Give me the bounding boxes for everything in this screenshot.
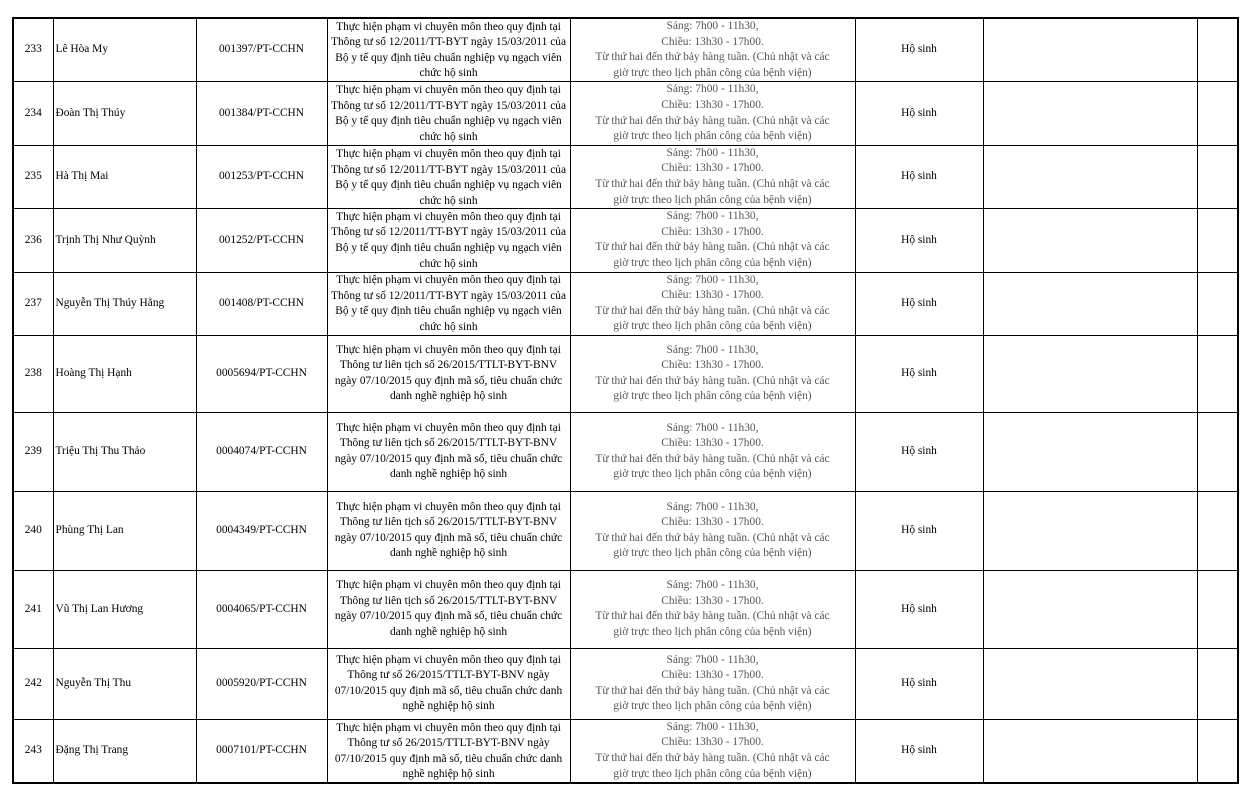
table-row xyxy=(13,209,1238,272)
working-hours-line: Chiều: 13h30 - 17h00. xyxy=(661,594,764,607)
working-hours-line: giờ trực theo lịch phân công của bệnh viện) xyxy=(613,767,812,780)
table-row xyxy=(13,335,1238,412)
working-hours-line: Sáng: 7h00 - 11h30, xyxy=(666,421,759,434)
working-hours-line: giờ trực theo lịch phân công của bệnh viện) xyxy=(613,468,812,481)
row-number: 234 xyxy=(13,82,53,145)
working-hours-line: Chiều: 13h30 - 17h00. xyxy=(661,35,764,48)
extra-cell xyxy=(1197,82,1238,145)
extra-cell xyxy=(1197,412,1238,491)
note-cell xyxy=(983,648,1197,719)
working-hours-line: Từ thứ hai đến thứ bảy hàng tuần. (Chủ nhật và các xyxy=(595,684,830,697)
working-hours-line: Sáng: 7h00 - 11h30, xyxy=(666,720,759,733)
extra-cell xyxy=(1197,209,1238,272)
working-hours-line: Chiều: 13h30 - 17h00. xyxy=(661,359,764,372)
note-cell xyxy=(983,272,1197,335)
job-title: Hộ sinh xyxy=(855,82,983,145)
working-hours xyxy=(570,209,855,272)
table-row xyxy=(13,82,1238,145)
row-number: 236 xyxy=(13,209,53,272)
working-hours xyxy=(570,491,855,570)
working-hours-line: Từ thứ hai đến thứ bảy hàng tuần. (Chủ nhật và các xyxy=(595,452,830,465)
table-body xyxy=(13,18,1238,783)
row-number: 238 xyxy=(13,335,53,412)
job-title: Hộ sinh xyxy=(855,145,983,208)
practice-scope xyxy=(327,209,570,272)
extra-cell xyxy=(1197,272,1238,335)
table-row xyxy=(13,719,1238,783)
practice-scope-text: Thực hiện phạm vi chuyên môn theo quy định tại Thông tư số 12/2011/TT-BYT ngày 15/03/2011 của Bộ y tế quy định tiêu chuẩn nghiệp vụ ngạch viên chức hộ sinh xyxy=(330,210,567,270)
working-hours xyxy=(570,82,855,145)
practice-scope xyxy=(327,648,570,719)
working-hours-line: giờ trực theo lịch phân công của bệnh viện) xyxy=(613,547,812,560)
working-hours-line: Từ thứ hai đến thứ bảy hàng tuần. (Chủ nhật và các xyxy=(595,752,830,765)
working-hours-line: Từ thứ hai đến thứ bảy hàng tuần. (Chủ nhật và các xyxy=(595,241,830,254)
row-number: 241 xyxy=(13,570,53,648)
table-row xyxy=(13,412,1238,491)
working-hours-line: Chiều: 13h30 - 17h00. xyxy=(661,516,764,529)
working-hours-line: Từ thứ hai đến thứ bảy hàng tuần. (Chủ nhật và các xyxy=(595,610,830,623)
working-hours-line: Chiều: 13h30 - 17h00. xyxy=(661,225,764,238)
certificate-number: 001384/PT-CCHN xyxy=(196,82,327,145)
practice-scope xyxy=(327,18,570,82)
working-hours-line: giờ trực theo lịch phân công của bệnh viện) xyxy=(613,193,812,206)
working-hours-line: Chiều: 13h30 - 17h00. xyxy=(661,437,764,450)
table-row xyxy=(13,145,1238,208)
staff-name: Hoàng Thị Hạnh xyxy=(53,335,196,412)
practice-scope xyxy=(327,145,570,208)
working-hours-line: Sáng: 7h00 - 11h30, xyxy=(666,653,759,666)
working-hours-line: giờ trực theo lịch phân công của bệnh viện) xyxy=(613,700,812,713)
row-number: 237 xyxy=(13,272,53,335)
working-hours-line: Từ thứ hai đến thứ bảy hàng tuần. (Chủ nhật và các xyxy=(595,531,830,544)
extra-cell xyxy=(1197,719,1238,783)
working-hours-line: Từ thứ hai đến thứ bảy hàng tuần. (Chủ nhật và các xyxy=(595,51,830,64)
working-hours-line: Sáng: 7h00 - 11h30, xyxy=(666,20,759,32)
job-title: Hộ sinh xyxy=(855,412,983,491)
staff-name: Vũ Thị Lan Hương xyxy=(53,570,196,648)
job-title: Hộ sinh xyxy=(855,18,983,82)
note-cell xyxy=(983,209,1197,272)
working-hours-line: Từ thứ hai đến thứ bảy hàng tuần. (Chủ nhật và các xyxy=(595,304,830,317)
working-hours-line: Sáng: 7h00 - 11h30, xyxy=(666,343,759,356)
working-hours-line: Chiều: 13h30 - 17h00. xyxy=(661,289,764,302)
row-number: 233 xyxy=(13,18,53,82)
working-hours-line: Sáng: 7h00 - 11h30, xyxy=(666,273,759,286)
staff-name: Lê Hòa My xyxy=(53,18,196,82)
staff-name: Nguyễn Thị Thúy Hằng xyxy=(53,272,196,335)
practice-scope-text: Thực hiện phạm vi chuyên môn theo quy định tại Thông tư liên tịch số 26/2015/TTLT-BYT-BNV ngày 07/10/2015 quy định mã số, tiêu chuẩn chức danh nghề nghiệp hộ sinh xyxy=(334,343,563,403)
extra-cell xyxy=(1197,18,1238,82)
certificate-number: 0004074/PT-CCHN xyxy=(196,412,327,491)
practice-scope-text: Thực hiện phạm vi chuyên môn theo quy định tại Thông tư liên tịch số 26/2015/TTLT-BYT-BNV ngày 07/10/2015 quy định mã số, tiêu chuẩn chức danh nghề nghiệp hộ sinh xyxy=(334,421,563,481)
working-hours-line: Sáng: 7h00 - 11h30, xyxy=(666,146,759,159)
working-hours-line: Chiều: 13h30 - 17h00. xyxy=(661,669,764,682)
certificate-number: 0005694/PT-CCHN xyxy=(196,335,327,412)
staff-name: Triệu Thị Thu Thảo xyxy=(53,412,196,491)
practice-scope xyxy=(327,335,570,412)
certificate-number: 0007101/PT-CCHN xyxy=(196,719,327,783)
extra-cell xyxy=(1197,570,1238,648)
row-number: 235 xyxy=(13,145,53,208)
practice-scope xyxy=(327,272,570,335)
working-hours-line: Từ thứ hai đến thứ bảy hàng tuần. (Chủ nhật và các xyxy=(595,177,830,190)
working-hours-line: giờ trực theo lịch phân công của bệnh viện) xyxy=(613,320,812,333)
working-hours xyxy=(570,145,855,208)
working-hours-line: giờ trực theo lịch phân công của bệnh viện) xyxy=(613,625,812,638)
practice-scope-text: Thực hiện phạm vi chuyên môn theo quy định tại Thông tư số 12/2011/TT-BYT ngày 15/03/2011 của Bộ y tế quy định tiêu chuẩn nghiệp vụ ngạch viên chức hộ sinh xyxy=(330,274,567,333)
job-title: Hộ sinh xyxy=(855,570,983,648)
job-title: Hộ sinh xyxy=(855,209,983,272)
working-hours xyxy=(570,272,855,335)
certificate-number: 0004065/PT-CCHN xyxy=(196,570,327,648)
table-row xyxy=(13,272,1238,335)
certificate-number: 0004349/PT-CCHN xyxy=(196,491,327,570)
staff-name: Đoàn Thị Thúy xyxy=(53,82,196,145)
practice-scope xyxy=(327,82,570,145)
note-cell xyxy=(983,570,1197,648)
practice-scope-text: Thực hiện phạm vi chuyên môn theo quy định tại Thông tư số 12/2011/TT-BYT ngày 15/03/2011 của Bộ y tế quy định tiêu chuẩn nghiệp vụ ngạch viên chức hộ sinh xyxy=(330,84,567,143)
row-number: 242 xyxy=(13,648,53,719)
working-hours-line: Sáng: 7h00 - 11h30, xyxy=(666,210,759,223)
row-number: 239 xyxy=(13,412,53,491)
note-cell xyxy=(983,719,1197,783)
working-hours-line: Sáng: 7h00 - 11h30, xyxy=(666,579,759,592)
job-title: Hộ sinh xyxy=(855,491,983,570)
certificate-number: 001253/PT-CCHN xyxy=(196,145,327,208)
practice-scope-text: Thực hiện phạm vi chuyên môn theo quy định tại Thông tư số 26/2015/TTLT-BYT-BNV ngày 07/10/2015 quy định mã số, tiêu chuẩn chức danh nghề nghiệp hộ sinh xyxy=(334,721,563,781)
note-cell xyxy=(983,335,1197,412)
practice-scope xyxy=(327,570,570,648)
working-hours-line: Từ thứ hai đến thứ bảy hàng tuần. (Chủ nhật và các xyxy=(595,114,830,127)
job-title: Hộ sinh xyxy=(855,272,983,335)
working-hours-line: giờ trực theo lịch phân công của bệnh viện) xyxy=(613,390,812,403)
practice-scope-text: Thực hiện phạm vi chuyên môn theo quy định tại Thông tư số 12/2011/TT-BYT ngày 15/03/2011 của Bộ y tế quy định tiêu chuẩn nghiệp vụ ngạch viên chức hộ sinh xyxy=(330,147,567,207)
extra-cell xyxy=(1197,491,1238,570)
staff-name: Đặng Thị Trang xyxy=(53,719,196,783)
staff-name: Phùng Thị Lan xyxy=(53,491,196,570)
working-hours-line: giờ trực theo lịch phân công của bệnh viện) xyxy=(613,130,812,143)
row-number: 243 xyxy=(13,719,53,783)
table-row xyxy=(13,570,1238,648)
working-hours-line: Sáng: 7h00 - 11h30, xyxy=(666,500,759,513)
note-cell xyxy=(983,18,1197,82)
table-row xyxy=(13,491,1238,570)
note-cell xyxy=(983,491,1197,570)
working-hours-line: Chiều: 13h30 - 17h00. xyxy=(661,162,764,175)
certificate-number: 001252/PT-CCHN xyxy=(196,209,327,272)
extra-cell xyxy=(1197,145,1238,208)
certificate-number: 001397/PT-CCHN xyxy=(196,18,327,82)
working-hours-line: Sáng: 7h00 - 11h30, xyxy=(666,83,759,96)
working-hours-line: giờ trực theo lịch phân công của bệnh viện) xyxy=(613,66,812,79)
job-title: Hộ sinh xyxy=(855,719,983,783)
certificate-number: 0005920/PT-CCHN xyxy=(196,648,327,719)
note-cell xyxy=(983,145,1197,208)
job-title: Hộ sinh xyxy=(855,335,983,412)
practice-scope-text: Thực hiện phạm vi chuyên môn theo quy định tại Thông tư số 26/2015/TTLT-BYT-BNV ngày 07/10/2015 quy định mã số, tiêu chuẩn chức danh nghề nghiệp hộ sinh xyxy=(334,653,563,713)
working-hours-line: Từ thứ hai đến thứ bảy hàng tuần. (Chủ nhật và các xyxy=(595,374,830,387)
working-hours xyxy=(570,570,855,648)
table-row xyxy=(13,18,1238,82)
job-title: Hộ sinh xyxy=(855,648,983,719)
note-cell xyxy=(983,82,1197,145)
working-hours xyxy=(570,719,855,783)
practice-scope xyxy=(327,491,570,570)
row-number: 240 xyxy=(13,491,53,570)
practice-scope-text: Thực hiện phạm vi chuyên môn theo quy định tại Thông tư liên tịch số 26/2015/TTLT-BYT-BNV ngày 07/10/2015 quy định mã số, tiêu chuẩn chức danh nghề nghiệp hộ sinh xyxy=(334,579,563,638)
working-hours-line: Chiều: 13h30 - 17h00. xyxy=(661,98,764,111)
practice-scope xyxy=(327,719,570,783)
practice-scope xyxy=(327,412,570,491)
table-row xyxy=(13,648,1238,719)
practice-scope-text: Thực hiện phạm vi chuyên môn theo quy định tại Thông tư số 12/2011/TT-BYT ngày 15/03/2011 của Bộ y tế quy định tiêu chuẩn nghiệp vụ ngạch viên chức hộ sinh xyxy=(330,20,567,80)
certificate-number: 001408/PT-CCHN xyxy=(196,272,327,335)
working-hours xyxy=(570,18,855,82)
working-hours xyxy=(570,648,855,719)
staff-table xyxy=(12,17,1239,784)
staff-name: Nguyễn Thị Thu xyxy=(53,648,196,719)
extra-cell xyxy=(1197,335,1238,412)
staff-name: Hà Thị Mai xyxy=(53,145,196,208)
extra-cell xyxy=(1197,648,1238,719)
working-hours-line: Chiều: 13h30 - 17h00. xyxy=(661,736,764,749)
practice-scope-text: Thực hiện phạm vi chuyên môn theo quy định tại Thông tư liên tịch số 26/2015/TTLT-BYT-BNV ngày 07/10/2015 quy định mã số, tiêu chuẩn chức danh nghề nghiệp hộ sinh xyxy=(334,500,563,560)
note-cell xyxy=(983,412,1197,491)
working-hours xyxy=(570,412,855,491)
working-hours xyxy=(570,335,855,412)
staff-name: Trịnh Thị Như Quỳnh xyxy=(53,209,196,272)
working-hours-line: giờ trực theo lịch phân công của bệnh viện) xyxy=(613,256,812,269)
